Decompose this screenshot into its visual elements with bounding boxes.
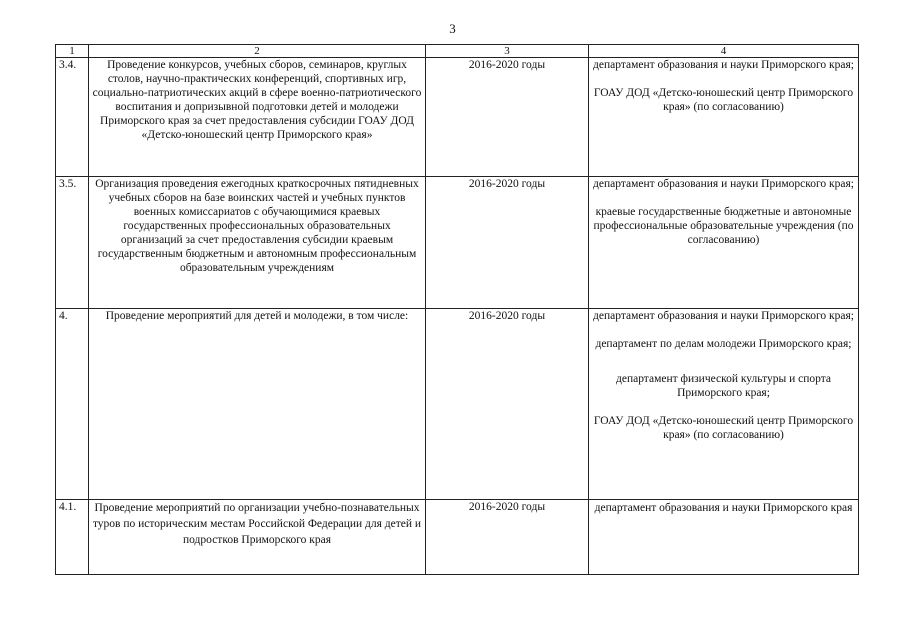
row-description: Проведение мероприятий для детей и молодежи, в том числе: — [89, 309, 426, 500]
executor: департамент по делам молодежи Приморского края; — [595, 338, 852, 350]
row-executors — [589, 177, 859, 309]
row-description: Проведение конкурсов, учебных сборов, семинаров, круглых столов, научно-практических конференций, спортивных игр, социально-патриотических акций в сфере военно-патриотического воспитания и допризывной подготовки детей и молодежи Приморского края за счет предоставления субсидии ГОАУ ДОД «Детско-юношеский центр Приморского края» — [89, 58, 426, 177]
executor: краевые государственные бюджетные и автономные профессиональные образовательные учреждения (по согласованию) — [593, 206, 854, 246]
row-number: 3.4. — [56, 58, 89, 177]
row-period: 2016-2020 годы — [426, 177, 589, 309]
executor: ГОАУ ДОД «Детско-юношеский центр Приморского края» (по согласованию) — [593, 87, 854, 113]
row-description: Проведение мероприятий по организации учебно-познавательных туров по историческим местам Российской Федерации для детей и подростков Приморского края — [89, 500, 426, 575]
row-period: 2016-2020 годы — [426, 500, 589, 575]
row-number: 3.5. — [56, 177, 89, 309]
executor: ГОАУ ДОД «Детско-юношеский центр Приморского края» (по согласованию) — [593, 415, 854, 441]
executor: департамент физической культуры и спорта Приморского края; — [616, 373, 831, 399]
header-col-3: 3 — [426, 45, 589, 58]
executor: департамент образования и науки Приморского края; — [593, 59, 854, 71]
row-description: Организация проведения ежегодных краткосрочных пятидневных учебных сборов на базе воинских частей и учебных пунктов военных комиссариатов с обучающимися краевых государственных профессиональных образовательных организаций за счет предоставления субсидии краевым государственным бюджетным и автономным профессиональным образовательным учреждениям — [89, 177, 426, 309]
measures-table — [55, 44, 859, 575]
page-number: 3 — [449, 21, 456, 36]
executor: департамент образования и науки Приморского края — [594, 502, 853, 514]
row-period: 2016-2020 годы — [426, 309, 589, 500]
header-col-2: 2 — [89, 45, 426, 58]
table-row — [56, 177, 859, 309]
row-executors — [589, 309, 859, 500]
row-number: 4. — [56, 309, 89, 500]
table-row — [56, 309, 859, 500]
header-col-4: 4 — [589, 45, 859, 58]
row-number: 4.1. — [56, 500, 89, 575]
row-executors — [589, 500, 859, 575]
table-row — [56, 58, 859, 177]
row-executors — [589, 58, 859, 177]
executor: департамент образования и науки Приморского края; — [593, 310, 854, 322]
header-col-1: 1 — [56, 45, 89, 58]
row-period: 2016-2020 годы — [426, 58, 589, 177]
executor: департамент образования и науки Приморского края; — [593, 178, 854, 190]
header-row — [56, 45, 859, 58]
table-row — [56, 500, 859, 575]
